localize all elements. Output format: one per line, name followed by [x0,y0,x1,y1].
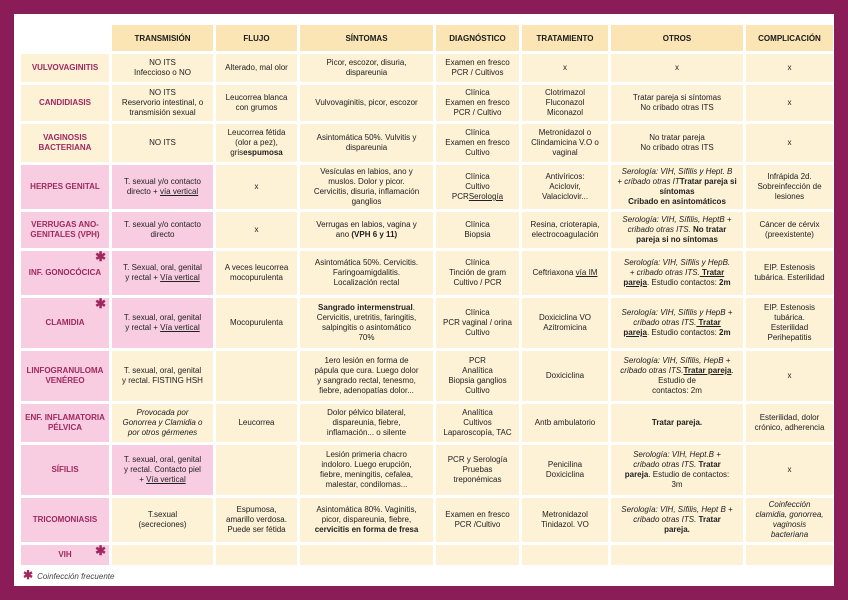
text-fragment: Vía vertical [146,475,186,484]
text-fragment: Serología: VIH, Sífilis, Hept B + cribado otras ITS. [621,505,733,524]
text-fragment: ENF. INFLAMATORIA PÉLVICA [25,413,105,432]
header-flujo: FLUJO [216,25,297,51]
text-fragment: Tratar pareja [624,460,721,479]
table-row [21,445,833,495]
cell-transmision [112,165,213,209]
cell-tratamiento [522,445,608,495]
text-fragment: x [254,225,259,234]
text-fragment: Tratar pareja [683,366,732,375]
table-row [21,404,833,442]
cell-transmision [112,251,213,295]
cell-flujo [216,124,297,162]
cell-tratamiento [522,545,608,565]
text-fragment: vía IM [575,268,598,277]
cell-flujo [216,351,297,401]
cell-complicacion [746,85,833,121]
text-fragment: Verrugas en labios, vagina y ano [316,220,417,239]
text-fragment: Tratar pareja si síntomas Cribado en asintomáticos [628,177,737,206]
text-fragment: . Cervicitis, uretritis, faringitis, salpingitis o asintomático 70% [316,303,417,342]
text-fragment: Antivíricos: Aciclovir, Valaciclovir... [541,172,589,201]
table-row [21,165,833,209]
header-complicacion: COMPLICACIÓN [746,25,833,51]
text-fragment: Tratar pareja si síntomas No cribado otras ITS [632,93,722,112]
table-row [21,298,833,348]
text-fragment: espumosa [243,148,283,157]
text-fragment: . Estudio contactos: [646,278,720,287]
cell-diagnostico [436,404,519,442]
text-fragment: Leucorrea [238,418,275,427]
text-fragment: T.sexual (secreciones) [138,510,187,529]
text-fragment: Asintomática 50%. Cervicitis. Faringoamigdalitis. Localización rectal [314,258,419,287]
text-fragment: Clínica PCR vaginal / orina Cultivo [443,308,512,337]
star-icon: ✱ [95,545,106,558]
sti-table [18,22,836,568]
text-fragment: . Estudio de contactos: 2m [652,366,734,395]
header-otros: OTROS [611,25,743,51]
text-fragment: 2m [719,278,731,287]
header-diagnostico: DIAGNÓSTICO [436,25,519,51]
sheet [14,14,834,586]
text-fragment: Clínica Tinción de gram Cultivo / PCR [448,258,507,287]
cell-transmision [112,54,213,82]
text-fragment: Tratar pareja [623,318,721,337]
cell-otros [611,212,743,248]
text-fragment: T. Sexual, oral, genital y rectal + [123,263,202,282]
cell-sintomas [300,298,433,348]
cell-complicacion [746,445,833,495]
table-row [21,251,833,295]
star-icon: ✱ [23,568,34,582]
text-fragment: T. sexual y/o contacto directo [124,220,201,239]
row-label [21,545,109,565]
cell-tratamiento [522,124,608,162]
header-tratamiento: TRATAMIENTO [522,25,608,51]
cell-flujo [216,298,297,348]
table-row [21,124,833,162]
row-label [21,54,109,82]
row-label [21,404,109,442]
text-fragment: Lesión primeria chacro indoloro. Luego erupción, fiebre, meningitis, cefalea, malestar, condilomas... [320,450,413,489]
text-fragment: . Estudio de contactos: 3m [648,470,730,489]
cell-diagnostico [436,545,519,565]
cell-flujo [216,165,297,209]
text-fragment: Tratar pareja. [651,418,703,427]
text-fragment: NO ITS Infeccioso o NO [134,58,191,77]
text-fragment: Metronidazol Tinidazol. VO [541,510,589,529]
text-fragment: HERPES GENITAL [30,182,100,191]
row-label [21,445,109,495]
text-fragment: T. sexual, oral, genital y rectal. FISTING HSH [122,366,203,385]
text-fragment: Analítica Cultivos Laparoscopía, TAC [443,408,512,437]
text-fragment: T. sexual, oral, genital y rectal + [123,313,202,332]
cell-tratamiento [522,54,608,82]
text-fragment: Clínica Cultivo PCR [451,172,490,201]
text-fragment: Infrápida 2d. Sobreinfección de lesiones [757,172,822,201]
cell-complicacion [746,165,833,209]
text-fragment: Provocada por Gonorrea y Clamidia o por otros gérmenes [122,408,203,437]
text-fragment: Dolor pélvico bilateral, dispareunia, fiebre, inflamación... o silente [326,408,407,437]
text-fragment: VIH [58,550,72,559]
text-fragment: 1ero lesión en forma de pápula que cura. Luego dolor y sangrado rectal, tenesmo, fiebre, adenopatías dolor... [314,356,419,395]
row-label [21,212,109,248]
text-fragment: Clotrimazol Fluconazol Miconazol [544,88,585,117]
cell-otros [611,124,743,162]
text-fragment: Leucorrea blanca con grumos [225,93,288,112]
text-fragment: cervicitis en forma de fresa [314,525,419,534]
text-fragment: VERRUGAS ANO- GENITALES (VPH) [30,220,100,239]
cell-otros [611,445,743,495]
text-fragment: Examen en fresco PCR /Cultivo [445,510,510,529]
cell-tratamiento [522,298,608,348]
text-fragment: CLAMIDIA [45,318,85,327]
cell-otros [611,298,743,348]
text-fragment: x [787,465,792,474]
text-fragment: Cáncer de cérvix (preexistente) [759,220,820,239]
cell-diagnostico [436,212,519,248]
cell-flujo [216,404,297,442]
cell-diagnostico [436,298,519,348]
corner-cell [21,25,109,51]
text-fragment: TRICOMONIASIS [32,515,98,524]
cell-transmision [112,545,213,565]
text-fragment: Serología: VIH, Sífilis y HepB. + cribado otras ITS. [623,258,731,277]
cell-sintomas [300,165,433,209]
text-fragment: T. sexual, oral, genital y rectal. Contacto piel + [123,455,202,484]
cell-tratamiento [522,404,608,442]
text-fragment: Examen en fresco PCR / Cultivos [445,58,510,77]
cell-sintomas [300,545,433,565]
text-fragment: Serología: VIH, Sífilis, HepB + cribado otras ITS. [620,356,731,375]
cell-diagnostico [436,251,519,295]
row-label [21,124,109,162]
text-fragment: No tratar pareja No cribado otras ITS [640,133,714,152]
cell-transmision [112,124,213,162]
footnote [23,568,114,582]
text-fragment: NO ITS Reservorio intestinal, o transmisión sexual [121,88,204,117]
cell-transmision [112,404,213,442]
cell-complicacion [746,251,833,295]
row-label [21,498,109,542]
cell-otros [611,351,743,401]
text-fragment: Sangrado intermenstrual [318,303,413,312]
cell-tratamiento [522,351,608,401]
text-fragment: Doxiciclina VO Azitromicina [538,313,591,332]
cell-complicacion [746,298,833,348]
text-fragment: NO ITS [149,138,176,147]
text-fragment: Asintomática 50%. Vulvitis y dispareunia [316,133,417,152]
text-fragment: Clínica Examen en fresco Cultivo [445,128,510,157]
text-fragment: Leucorrea fétida (olor a pez), gris [227,128,286,157]
cell-otros [611,54,743,82]
text-fragment: 2m [719,328,731,337]
cell-diagnostico [436,498,519,542]
cell-flujo [216,251,297,295]
text-fragment: Serología [468,192,504,201]
text-fragment: EIP. Estenosis tubárica. Esterilidad Perihepatitis [764,303,815,342]
text-fragment: Serología: VIH, Sífilis y Hept. B + cribado otras IT [617,167,733,186]
cell-otros [611,165,743,209]
cell-transmision [112,212,213,248]
text-fragment: Metronidazol o Clindamicina V.O o vaginal [531,128,599,157]
row-label [21,251,109,295]
cell-diagnostico [436,445,519,495]
cell-otros [611,498,743,542]
text-fragment: PCR Analítica Biopsia ganglios Cultivo [448,356,507,395]
cell-diagnostico [436,124,519,162]
header-transmision: TRANSMISIÓN [112,25,213,51]
text-fragment: x [787,98,792,107]
cell-transmision [112,498,213,542]
cell-sintomas [300,445,433,495]
cell-sintomas [300,351,433,401]
star-icon: ✱ [95,251,106,264]
text-fragment: A veces leucorrea mocopurulenta [224,263,289,282]
cell-transmision [112,445,213,495]
table-row [21,212,833,248]
cell-complicacion [746,54,833,82]
cell-transmision [112,298,213,348]
cell-tratamiento [522,85,608,121]
cell-sintomas [300,85,433,121]
text-fragment: SÍFILIS [51,465,79,474]
cell-tratamiento [522,498,608,542]
cell-flujo [216,54,297,82]
cell-sintomas [300,212,433,248]
cell-otros [611,404,743,442]
text-fragment: x [254,182,259,191]
cell-tratamiento [522,165,608,209]
text-fragment: EIP. Estenosis tubárica. Esterilidad [754,263,825,282]
header-sintomas: SÍNTOMAS [300,25,433,51]
text-fragment: Serología: VIH, Sífilis, HeptB + cribado otras ITS. [622,215,732,234]
text-fragment: Picor, escozor, disuria, dispareunia [326,58,407,77]
table-row [21,545,833,565]
text-fragment: Tratar pareja [623,268,725,287]
text-fragment: Serología: VIH, Sífilis y HepB + cribado otras ITS. [621,308,733,327]
cell-complicacion [746,212,833,248]
cell-complicacion [746,351,833,401]
cell-complicacion [746,404,833,442]
text-fragment: PCR y Serología Pruebas treponémicas [447,455,508,484]
row-label [21,351,109,401]
text-fragment: Penicilina Doxiciclina [545,460,585,479]
cell-flujo [216,85,297,121]
footnote-text: Coinfección frecuente [37,572,115,581]
text-fragment: Asintomática 80%. Vaginitis, picor, dispareunia, fiebre, [316,505,417,524]
cell-flujo [216,545,297,565]
text-fragment: Coinfección clamidia, gonorrea, vaginosis bacteriana [755,500,824,539]
cell-complicacion [746,124,833,162]
text-fragment: Doxiciclina [545,371,585,380]
text-fragment: Ceftriaxona [532,268,576,277]
cell-flujo [216,498,297,542]
text-fragment: LINFOGRANULOMA VENÉREO [26,366,104,385]
cell-sintomas [300,54,433,82]
text-fragment: Resina, crioterapia, electrocoagulación [530,220,600,239]
cell-sintomas [300,498,433,542]
text-fragment: Esterilidad, dolor crónico, adherencia [754,413,825,432]
text-fragment: Vía vertical [160,273,200,282]
cell-sintomas [300,404,433,442]
cell-diagnostico [436,85,519,121]
cell-diagnostico [436,54,519,82]
cell-sintomas [300,251,433,295]
cell-tratamiento [522,251,608,295]
text-fragment: Clínica Examen en fresco PCR / Cultivo [445,88,510,117]
text-fragment: VAGINOSIS BACTERIANA [38,133,92,152]
text-fragment: Vulvovaginitis, picor, escozor [315,98,418,107]
text-fragment: Espumosa, amarillo verdosa. Puede ser fétida [226,505,287,534]
cell-flujo [216,212,297,248]
cell-complicacion [746,498,833,542]
header-row [21,25,833,51]
table-body [21,54,833,565]
cell-sintomas [300,124,433,162]
cell-complicacion [746,545,833,565]
text-fragment: INF. GONOCÓCICA [28,268,102,277]
text-fragment: x [787,138,792,147]
cell-tratamiento [522,212,608,248]
text-fragment: T. sexual y/o contacto directo + [124,177,201,196]
cell-flujo [216,445,297,495]
table-row [21,54,833,82]
cell-transmision [112,351,213,401]
text-fragment: Tratar pareja. [664,515,721,534]
text-fragment: vía vertical [159,187,199,196]
text-fragment: x [787,371,792,380]
text-fragment: . Estudio contactos: [646,328,720,337]
cell-otros [611,251,743,295]
table-row [21,351,833,401]
cell-otros [611,85,743,121]
table-row [21,85,833,121]
star-icon: ✱ [95,298,106,311]
text-fragment: Alterado, mal olor [225,63,288,72]
text-fragment: (VPH 6 y 11) [351,230,398,239]
text-fragment: Vía vertical [160,323,200,332]
text-fragment: Clínica Biopsia [464,220,491,239]
text-fragment: VULVOVAGINITIS [31,63,99,72]
cell-otros [611,545,743,565]
row-label [21,165,109,209]
text-fragment: Antb ambulatorio [534,418,596,427]
text-fragment: x [675,63,679,72]
text-fragment: Vesículas en labios, ano y muslos. Dolor y picor. Cervicitis, disuria, inflamación ganglios [313,167,420,206]
cell-transmision [112,85,213,121]
cell-diagnostico [436,351,519,401]
text-fragment: Mocopurulenta [230,318,283,327]
table-row [21,498,833,542]
text-fragment: No tratar pareja si no síntomas [636,225,727,244]
row-label [21,85,109,121]
row-label [21,298,109,348]
text-fragment: x [563,63,567,72]
text-fragment: CANDIDIASIS [38,98,91,107]
cell-diagnostico [436,165,519,209]
text-fragment: x [787,63,792,72]
text-fragment: Serología: VIH, Hept.B + cribado otras ITS. [633,450,721,469]
